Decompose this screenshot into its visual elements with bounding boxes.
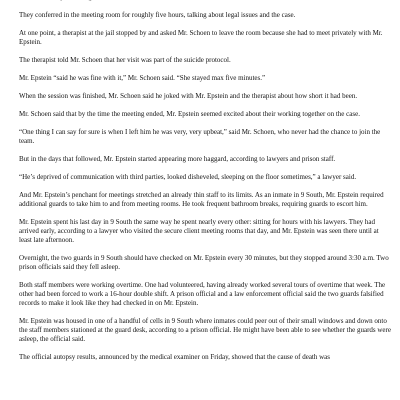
paragraph-14: Both staff members were working overtime. One had volunteered, having already worked several tours of overtime that week. The other had been forced to work a 16-hour double shift. A prison official and a law enforcement official said the two guards falsified records to make it look like they had checked in on Mr. Epstein. — [19, 281, 386, 307]
paragraph-1 — [19, 0, 393, 2]
paragraph-5: Mr. Epstein “said he was fine with it,” Mr. Schoen said. “She stayed max five minutes.” — [19, 74, 266, 82]
paragraph-3: At one point, a therapist at the jail stopped by and asked Mr. Schoen to leave the room because she had to meet privately with Mr. Epstein. — [19, 29, 383, 46]
paragraph-6: When the session was finished, Mr. Schoen said he joked with Mr. Epstein and the therapist about how short it had been. — [19, 92, 358, 100]
paragraph-2: They conferred in the meeting room for roughly five hours, talking about legal issues and the case. — [19, 11, 296, 19]
paragraph-12: Mr. Epstein spent his last day in 9 South the same way he spent nearly every other: sitting for hours with his lawyers. They had arrived early, according to a lawyer who visited the secure client meeting rooms that day, and Mr. Epstein was seen there until at least late afternoon. — [19, 218, 379, 244]
article-body — [19, 0, 393, 371]
paragraph-9: But in the days that followed, Mr. Epstein started appearing more haggard, according to lawyers and prison staff. — [19, 155, 336, 163]
paragraph-10: “He’s deprived of communication with third parties, looked disheveled, sleeping on the floor sometimes,” a lawyer said. — [19, 173, 357, 181]
paragraph-13: Overnight, the two guards in 9 South should have checked on Mr. Epstein every 30 minutes, but they stopped around 3:30 a.m. Two prison officials said they fell asleep. — [19, 254, 389, 271]
paragraph-16: The official autopsy results, announced by the medical examiner on Friday, showed that the cause of death was — [19, 353, 331, 361]
paragraph-7: Mr. Schoen said that by the time the meeting ended, Mr. Epstein seemed excited about their working together on the case. — [19, 110, 360, 118]
paragraph-4: The therapist told Mr. Schoen that her visit was part of the suicide protocol. — [19, 56, 231, 64]
paragraph-11: And Mr. Epstein’s penchant for meetings stretched an already thin staff to its limits. As an inmate in 9 South, Mr. Epstein required additional guards to take him to and from meeting rooms. He took frequent bathroom breaks, requiring guards to escort him. — [19, 191, 384, 208]
paragraph-15: Mr. Epstein was housed in one of a handful of cells in 9 South where inmates could peer out of their small windows and down onto the staff members stationed at the guard desk, according to a prison official. He might have been able to see whether the guards were asleep, the official said. — [19, 317, 391, 343]
paragraph-8: “One thing I can say for sure is when I left him he was very, very upbeat,” said Mr. Schoen, who never had the chance to join the team. — [19, 128, 381, 145]
